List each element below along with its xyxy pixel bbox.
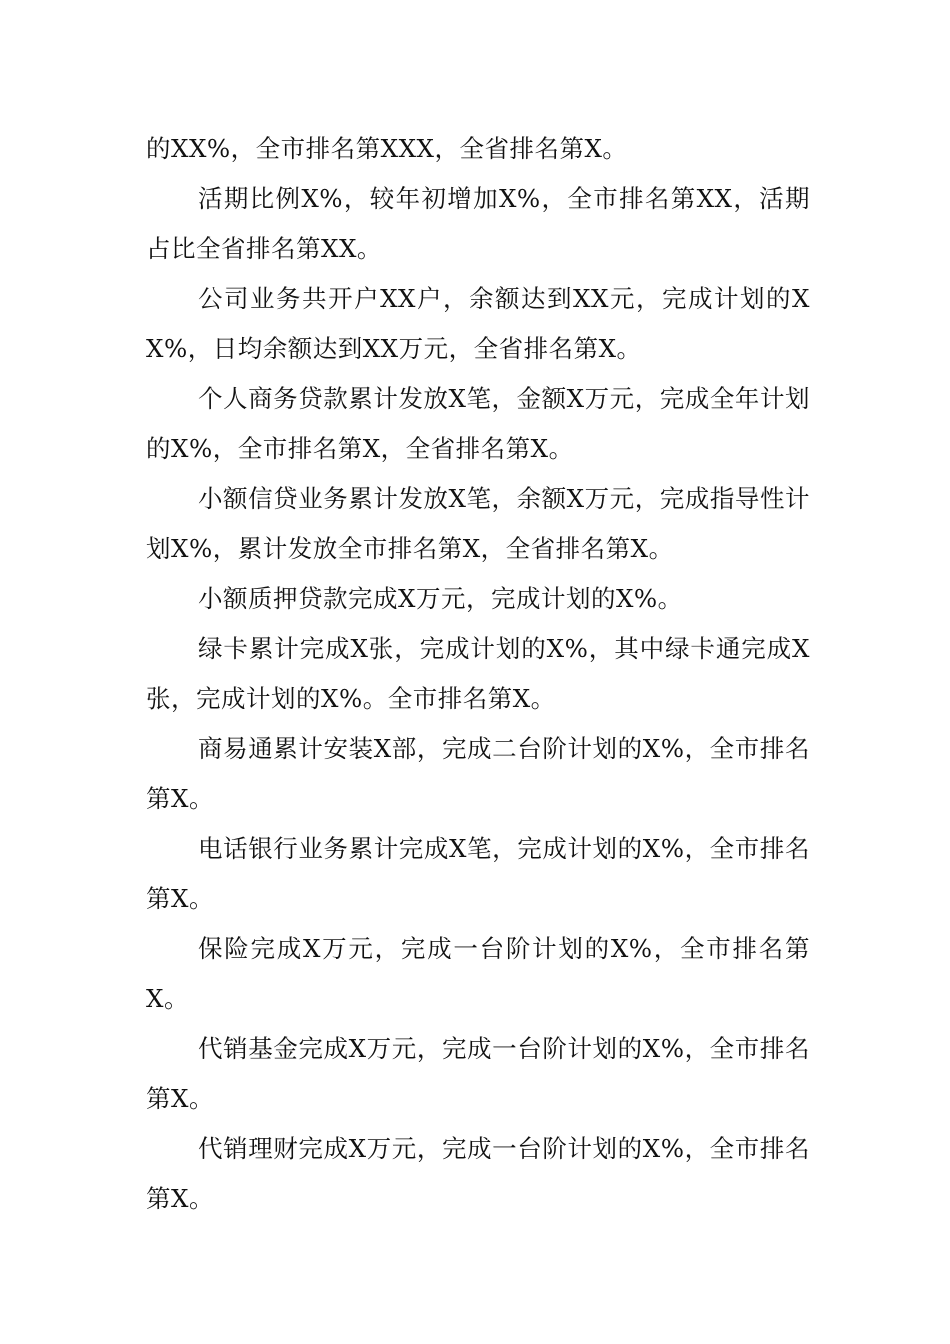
- document-body: [146, 124, 810, 1224]
- paragraph-phone-banking: 电话银行业务累计完成X笔，完成计划的X%，全市排名第X。: [146, 834, 810, 913]
- paragraph-shangyitong: 商易通累计安装X部，完成二台阶计划的X%，全市排名第X。: [146, 734, 810, 813]
- paragraph-funds: 代销基金完成X万元，完成一台阶计划的X%，全市排名第X。: [146, 1034, 810, 1113]
- paragraph-pledge-loans: 小额质押贷款完成X万元，完成计划的X%。: [198, 584, 683, 613]
- paragraph-demand-deposit-ratio: 活期比例X%，较年初增加X%，全市排名第XX，活期占比全省排名第XX。: [146, 184, 810, 263]
- paragraph-microcredit: 小额信贷业务累计发放X笔，余额X万元，完成指导性计划X%，累计发放全市排名第X，全省排名第X。: [146, 484, 810, 563]
- paragraph-personal-business-loans: 个人商务贷款累计发放X笔，金额X万元，完成全年计划的X%，全市排名第X，全省排名第X。: [146, 384, 810, 463]
- paragraph-wealth-management: 代销理财完成X万元，完成一台阶计划的X%，全市排名第X。: [146, 1134, 810, 1213]
- paragraph-corporate-business: 公司业务共开户XX户，余额达到XX元，完成计划的XX%，日均余额达到XX万元，全省排名第X。: [146, 284, 810, 363]
- paragraph-insurance: 保险完成X万元，完成一台阶计划的X%，全市排名第X。: [146, 934, 810, 1013]
- paragraph-green-card: 绿卡累计完成X张，完成计划的X%，其中绿卡通完成X张，完成计划的X%。全市排名第X。: [146, 634, 810, 713]
- paragraph-continued: 的XX%，全市排名第XXX，全省排名第X。: [146, 134, 628, 163]
